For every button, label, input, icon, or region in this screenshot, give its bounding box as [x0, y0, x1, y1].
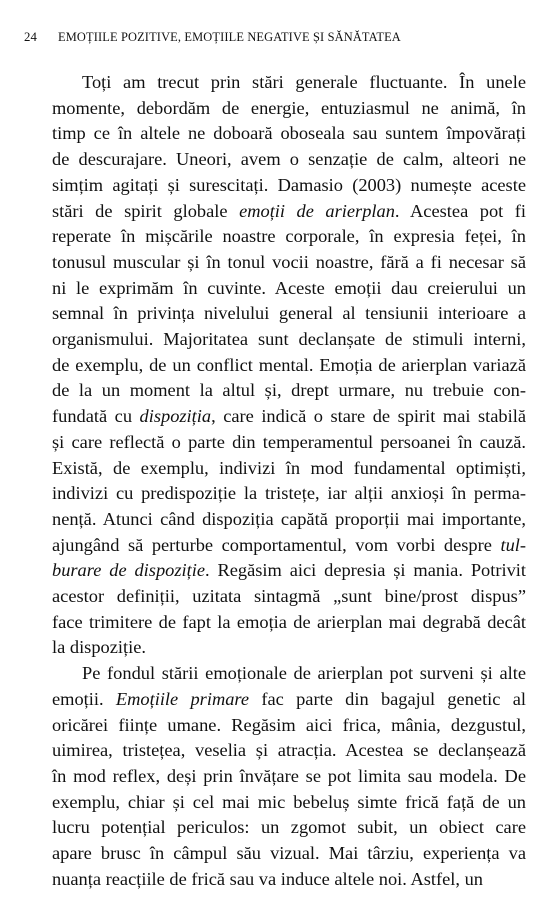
text-run: fundată cu: [52, 406, 140, 427]
text-line: [52, 558, 526, 584]
text-run: indivizi cu predispoziție la tristețe, iar alții anxioși în perma-: [52, 483, 526, 504]
text-line: [52, 661, 526, 687]
text-line: [52, 224, 526, 250]
text-run: de la un moment la altul și, drept urmare, nu trebuie con-: [52, 380, 526, 401]
text-line: [52, 584, 526, 610]
italic-term: emoții de arierplan: [239, 200, 395, 221]
text-line: [52, 430, 526, 456]
text-line: [52, 610, 526, 636]
text-line: [52, 764, 526, 790]
text-line: [52, 687, 526, 713]
text-run: reperate în mișcările noastre corporale, în expresia feței, în: [52, 226, 526, 247]
text-line: [52, 353, 526, 379]
text-line: [52, 199, 526, 225]
text-run: . Acestea pot fi: [394, 200, 527, 221]
text-run: la dispoziție.: [52, 637, 146, 658]
text-run: oricărei ființe umane. Regăsim aici frica, mânia, dezgustul,: [52, 714, 526, 735]
italic-term: Emoțiile primare: [115, 688, 250, 709]
text-run: acestor definiții, uzitata sintagmă „sunt bine/prost dispus”: [52, 586, 526, 607]
text-run: . Regăsim aici depresia și mania. Potrivit: [205, 560, 526, 581]
text-line: [52, 841, 526, 867]
text-run: fac parte din bagajul genetic al: [249, 688, 527, 709]
text-line: [52, 635, 526, 661]
text-line: [52, 815, 526, 841]
text-run: Există, de exemplu, indivizi în mod fundamental optimiști,: [52, 457, 526, 478]
text-run: simțim agitați și surescitați. Damasio (2003) numește aceste: [52, 174, 526, 195]
text-line: [52, 790, 526, 816]
italic-term: burare de dispoziție: [52, 560, 205, 581]
text-run: exemplu, chiar și cel mai mic bebeluș simte frică față de un: [52, 791, 526, 812]
text-run: de descurajare. Uneori, avem o senzație de calm, alteori ne: [52, 149, 526, 170]
text-run: organismului. Majoritatea sunt declanșate de stimuli interni,: [52, 329, 526, 350]
paragraph: [52, 70, 526, 661]
text-line: [52, 867, 526, 893]
text-run: stări de spirit globale: [52, 200, 240, 221]
text-line: [52, 378, 526, 404]
text-run: lucru potențial periculos: un zgomot subit, un obiect care: [52, 817, 526, 838]
text-run: emoții.: [52, 688, 116, 709]
text-line: [52, 456, 526, 482]
text-run: semnal în privința nivelului general al tensiunii interioare a: [52, 303, 526, 324]
text-line: [52, 173, 526, 199]
text-line: [52, 301, 526, 327]
text-run: de exemplu, de un conflict mental. Emoția de arierplan variază: [52, 354, 526, 375]
text-run: apare brusc în câmpul său vizual. Mai târziu, experiența va: [52, 843, 526, 864]
text-run: în mod reflex, deși prin învățare se pot limita sau modela. De: [52, 765, 526, 786]
page-number: 24: [24, 30, 38, 44]
text-run: nuanța reacțiile de frică sau va induce altele noi. Astfel, un: [52, 868, 483, 889]
text-run: și care reflectă o parte din temperamentul persoanei în cauză.: [52, 431, 526, 452]
text-run: ajungând să perturbe comportamentul, vom vorbi despre: [52, 534, 501, 555]
text-line: [52, 507, 526, 533]
body-text: [52, 70, 526, 893]
text-run: Pe fondul stării emoționale de arierplan pot surveni și alte: [82, 663, 526, 684]
text-run: ni le exprimăm în cuvinte. Aceste emoții dau creierului un: [52, 277, 526, 298]
text-line: [52, 70, 526, 96]
text-run: tonusul muscular și în tonul vocii noastre, fără a fi necesar să: [52, 251, 526, 272]
italic-term: dispoziția: [139, 406, 212, 427]
text-line: [52, 533, 526, 559]
text-run: face trimitere de fapt la emoția de arierplan mai degrabă decât: [52, 611, 526, 632]
text-run: nență. Atunci când dispoziția capătă proporții mai importante,: [52, 508, 526, 529]
text-line: [52, 147, 526, 173]
paragraph: [52, 661, 526, 892]
text-line: [52, 738, 526, 764]
text-line: [52, 121, 526, 147]
italic-term: tul-: [500, 534, 526, 555]
text-line: [52, 404, 526, 430]
text-line: [52, 327, 526, 353]
text-run: Toți am trecut prin stări generale fluctuante. În unele: [82, 72, 526, 92]
text-line: [52, 276, 526, 302]
text-line: [52, 250, 526, 276]
text-line: [52, 713, 526, 739]
text-line: [52, 96, 526, 122]
text-run: timp ce în altele ne doboară oboseala sau suntem împovărați: [52, 123, 526, 144]
text-line: [52, 481, 526, 507]
text-run: momente, debordăm de energie, entuziasmul ne animă, în: [52, 97, 526, 118]
text-run: , care indică o stare de spirit mai stabilă: [211, 406, 526, 427]
running-header: [24, 30, 534, 45]
text-run: uimirea, tristețea, veselia și atracția. Acestea se declanșează: [52, 740, 526, 761]
running-title: EMOȚIILE POZITIVE, EMOȚIILE NEGATIVE ȘI SĂNĂTATEA: [58, 30, 401, 44]
